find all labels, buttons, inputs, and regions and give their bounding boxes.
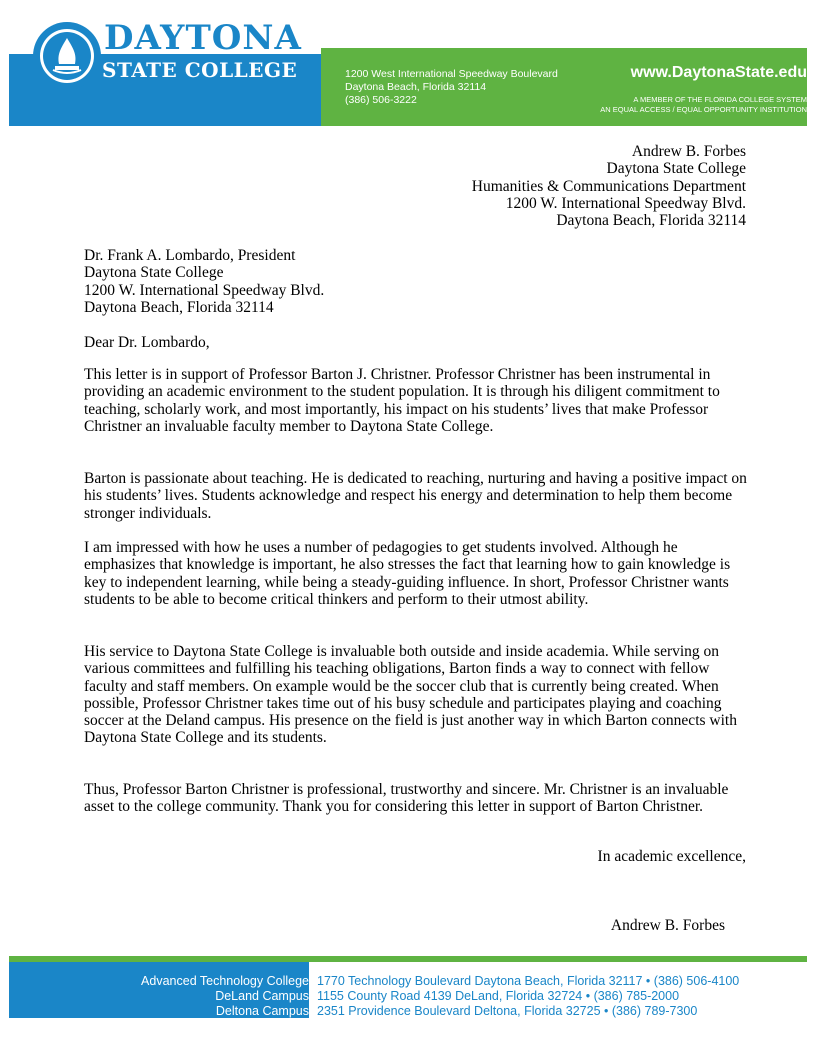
campus-name: Advanced Technology College: [141, 974, 309, 988]
recipient-block: [84, 247, 324, 316]
recipient-line: 1200 W. International Speedway Blvd.: [84, 281, 325, 299]
letterhead-phone: (386) 506-3222: [345, 94, 417, 106]
website-link[interactable]: www.DaytonaState.edu: [630, 64, 807, 81]
membership-line: A MEMBER OF THE FLORIDA COLLEGE SYSTEM: [633, 95, 807, 104]
letterhead-address: [345, 68, 558, 107]
membership-statement: [600, 95, 807, 115]
letterhead-green-stripe: [321, 48, 807, 54]
recipient-line: Daytona State College: [84, 264, 224, 282]
sender-line: Daytona Beach, Florida 32114: [556, 212, 746, 230]
signature-name: Andrew B. Forbes: [610, 917, 725, 934]
sender-block: [472, 143, 746, 229]
campus-name: Deltona Campus: [215, 1004, 309, 1018]
recipient-line: Daytona Beach, Florida 32114: [84, 298, 274, 316]
campus-addresses: [317, 974, 739, 1019]
campus-list: [141, 974, 309, 1019]
college-logo-subtitle: STATE COLLEGE: [102, 58, 298, 82]
campus-address: 2351 Providence Boulevard Deltona, Florida 32725 • (386) 789-7300: [317, 1004, 698, 1018]
campus-name: DeLand Campus: [215, 989, 309, 1003]
letterhead-footer: [9, 956, 807, 1018]
letterhead-address-line: 1200 West International Speedway Boulevard: [345, 68, 558, 80]
body-paragraph: His service to Daytona State College is invaluable both outside and inside academia. While serving on various committees and fulfilling his teaching obligations, Barton finds a way to connect with fellow faculty and staff members. On example would be the soccer club that is currently being created. When possible, Professor Christner takes time out of his busy schedule and participates playing and coaching soccer at the Deland campus. His presence on the field is just another way in which Barton connects with Daytona State College and its students.: [84, 643, 737, 747]
sender-line: Humanities & Communications Department: [471, 177, 746, 195]
recipient-line: Dr. Frank A. Lombardo, President: [84, 247, 296, 264]
body-paragraph: Thus, Professor Barton Christner is professional, trustworthy and sincere. Mr. Christner is an invaluable asset to the college community. Thank you for considering this letter in support of Barton Christner.: [84, 781, 729, 816]
sender-line: 1200 W. International Speedway Blvd.: [505, 194, 746, 212]
sender-line: Andrew B. Forbes: [631, 143, 746, 160]
salutation: Dear Dr. Lombardo,: [84, 334, 210, 351]
campus-address: 1770 Technology Boulevard Daytona Beach, Florida 32117 • (386) 506-4100: [317, 974, 740, 988]
closing: In academic excellence,: [597, 848, 746, 865]
sender-line: Daytona State College: [606, 160, 746, 178]
campus-address: 1155 County Road 4139 DeLand, Florida 32724 • (386) 785-2000: [317, 989, 680, 1003]
body-paragraph: I am impressed with how he uses a number of pedagogies to get students involved. Although he emphasizes that knowledge is important, he also stresses the fact that learning how to gain knowledge is key to independent learning, while being a steady-guiding influence. In short, Professor Christner wants students to be able to become critical thinkers and perform to their utmost ability.: [84, 539, 731, 608]
college-seal-icon: [31, 20, 103, 92]
letterhead-address-line: Daytona Beach, Florida 32114: [345, 81, 487, 93]
body-paragraph: This letter is in support of Professor Barton J. Christner. Professor Christner has been instrumental in providing an academic environment to the student population. It is through his diligent commitment to teaching, scholarly work, and most importantly, his impact on his students’ lives that make Professor Christner an invaluable faculty member to Daytona State College.: [84, 366, 720, 435]
equal-opportunity-line: AN EQUAL ACCESS / EQUAL OPPORTUNITY INSTITUTION: [600, 105, 807, 114]
body-paragraph: Barton is passionate about teaching. He is dedicated to reaching, nurturing and having a positive impact on his students’ lives. Students acknowledge and respect his energy and determination to help them become stronger individuals.: [84, 470, 747, 522]
college-logo-title: DAYTONA: [104, 18, 302, 58]
letterhead: [9, 18, 807, 126]
